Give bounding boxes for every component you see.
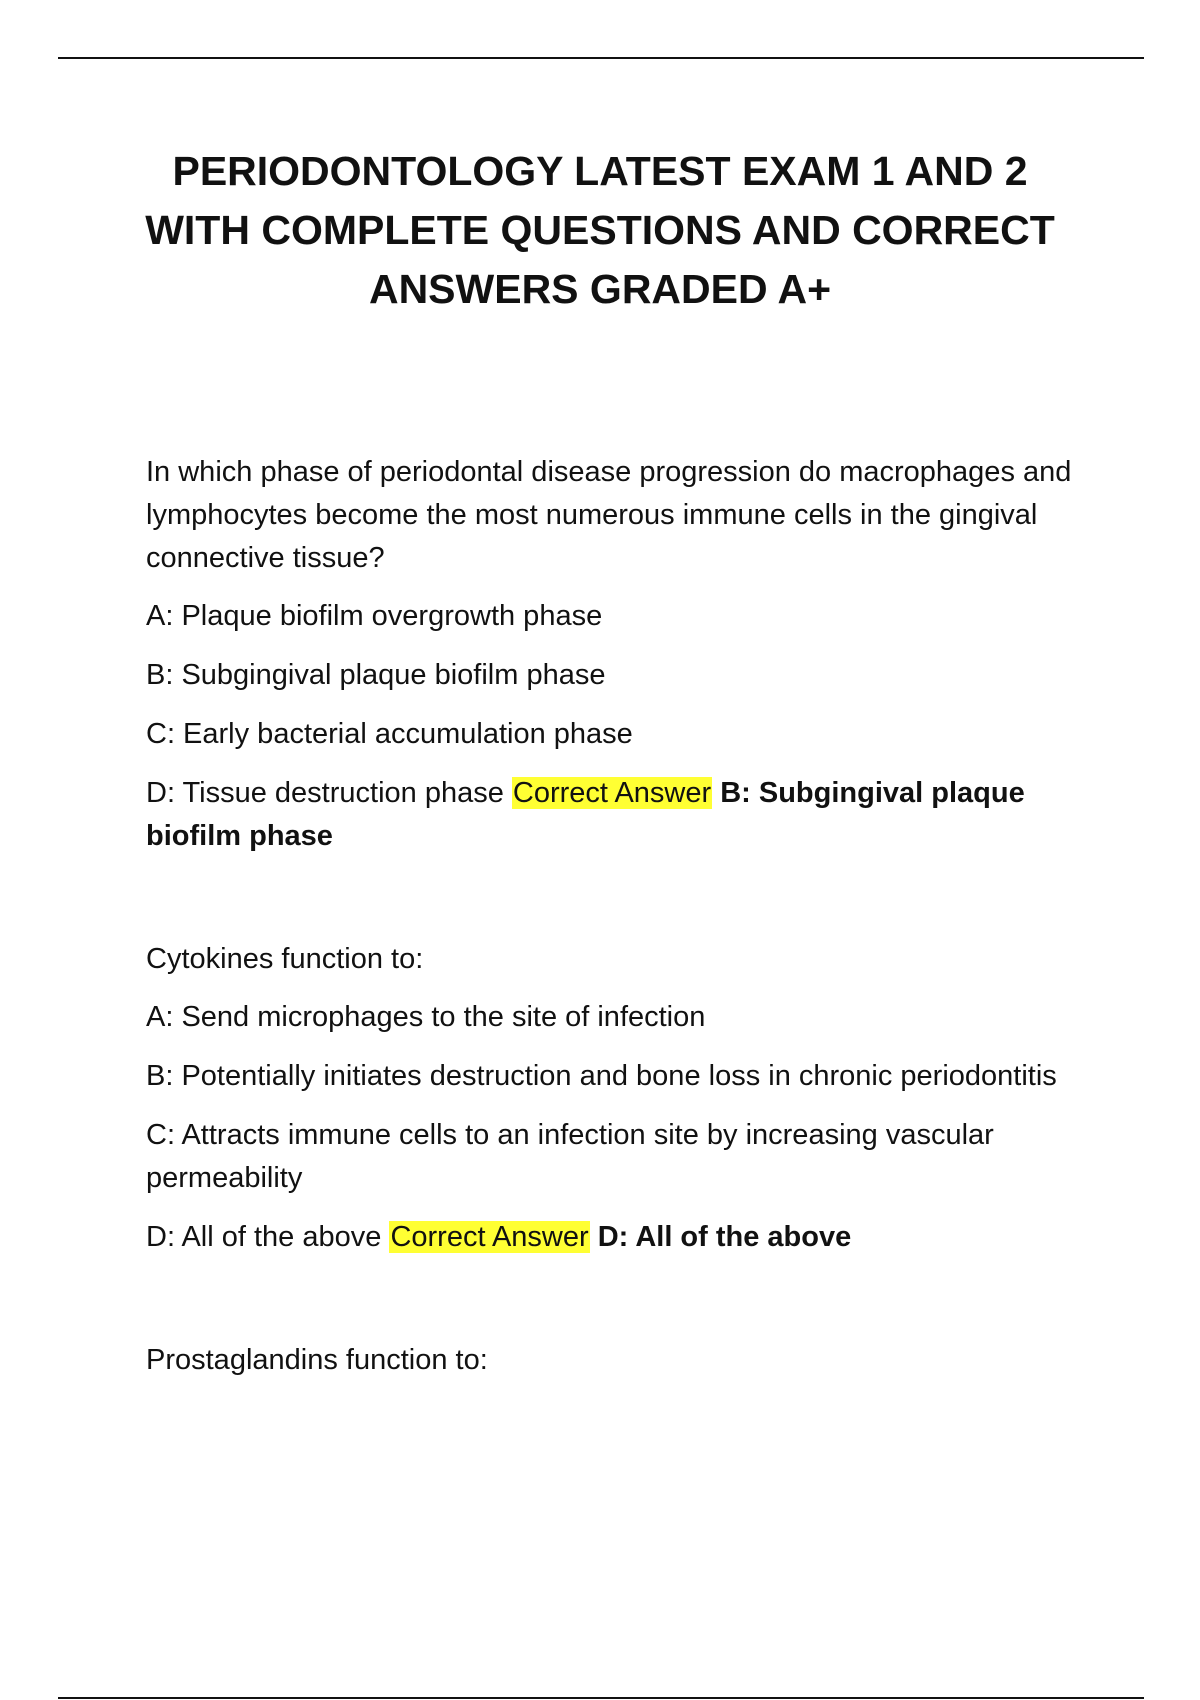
option-b: B: Potentially initiates destruction and bone loss in chronic periodontitis — [146, 1060, 1057, 1092]
option-c: C: Attracts immune cells to an infection site by increasing vascular permeability — [146, 1119, 994, 1194]
correct-answer: B: Subgingival plaque biofilm phase — [146, 777, 1025, 852]
question-text: In which phase of periodontal disease progression do macrophages and lymphocytes become the most numerous immune cells in the gingival connective tissue? — [146, 456, 1072, 574]
document-title: PERIODONTOLOGY LATEST EXAM 1 AND 2 WITH COMPLETE QUESTIONS AND CORRECT ANSWERS GRADED A+ — [145, 148, 1055, 312]
question-block-3 — [146, 1339, 1106, 1382]
option-d-with-answer — [146, 772, 1106, 858]
bottom-rule — [58, 1697, 1144, 1699]
option-d: D: Tissue destruction phase — [146, 777, 504, 809]
question-text: Cytokines function to: — [146, 943, 424, 975]
correct-answer-label: Correct Answer — [512, 777, 712, 809]
top-rule — [58, 57, 1144, 59]
option-a: A: Plaque biofilm overgrowth phase — [146, 600, 603, 632]
question-block-1 — [146, 451, 1106, 858]
option-a: A: Send microphages to the site of infection — [146, 1001, 706, 1033]
question-text: Prostaglandins function to: — [146, 1344, 488, 1376]
option-d-with-answer — [146, 1216, 1106, 1259]
correct-answer-label: Correct Answer — [390, 1221, 589, 1253]
option-c: C: Early bacterial accumulation phase — [146, 718, 633, 750]
correct-answer: D: All of the above — [597, 1221, 852, 1253]
option-d: D: All of the above — [146, 1221, 382, 1253]
option-b: B: Subgingival plaque biofilm phase — [146, 659, 606, 691]
document-body — [146, 451, 1106, 1462]
question-block-2 — [146, 938, 1106, 1259]
